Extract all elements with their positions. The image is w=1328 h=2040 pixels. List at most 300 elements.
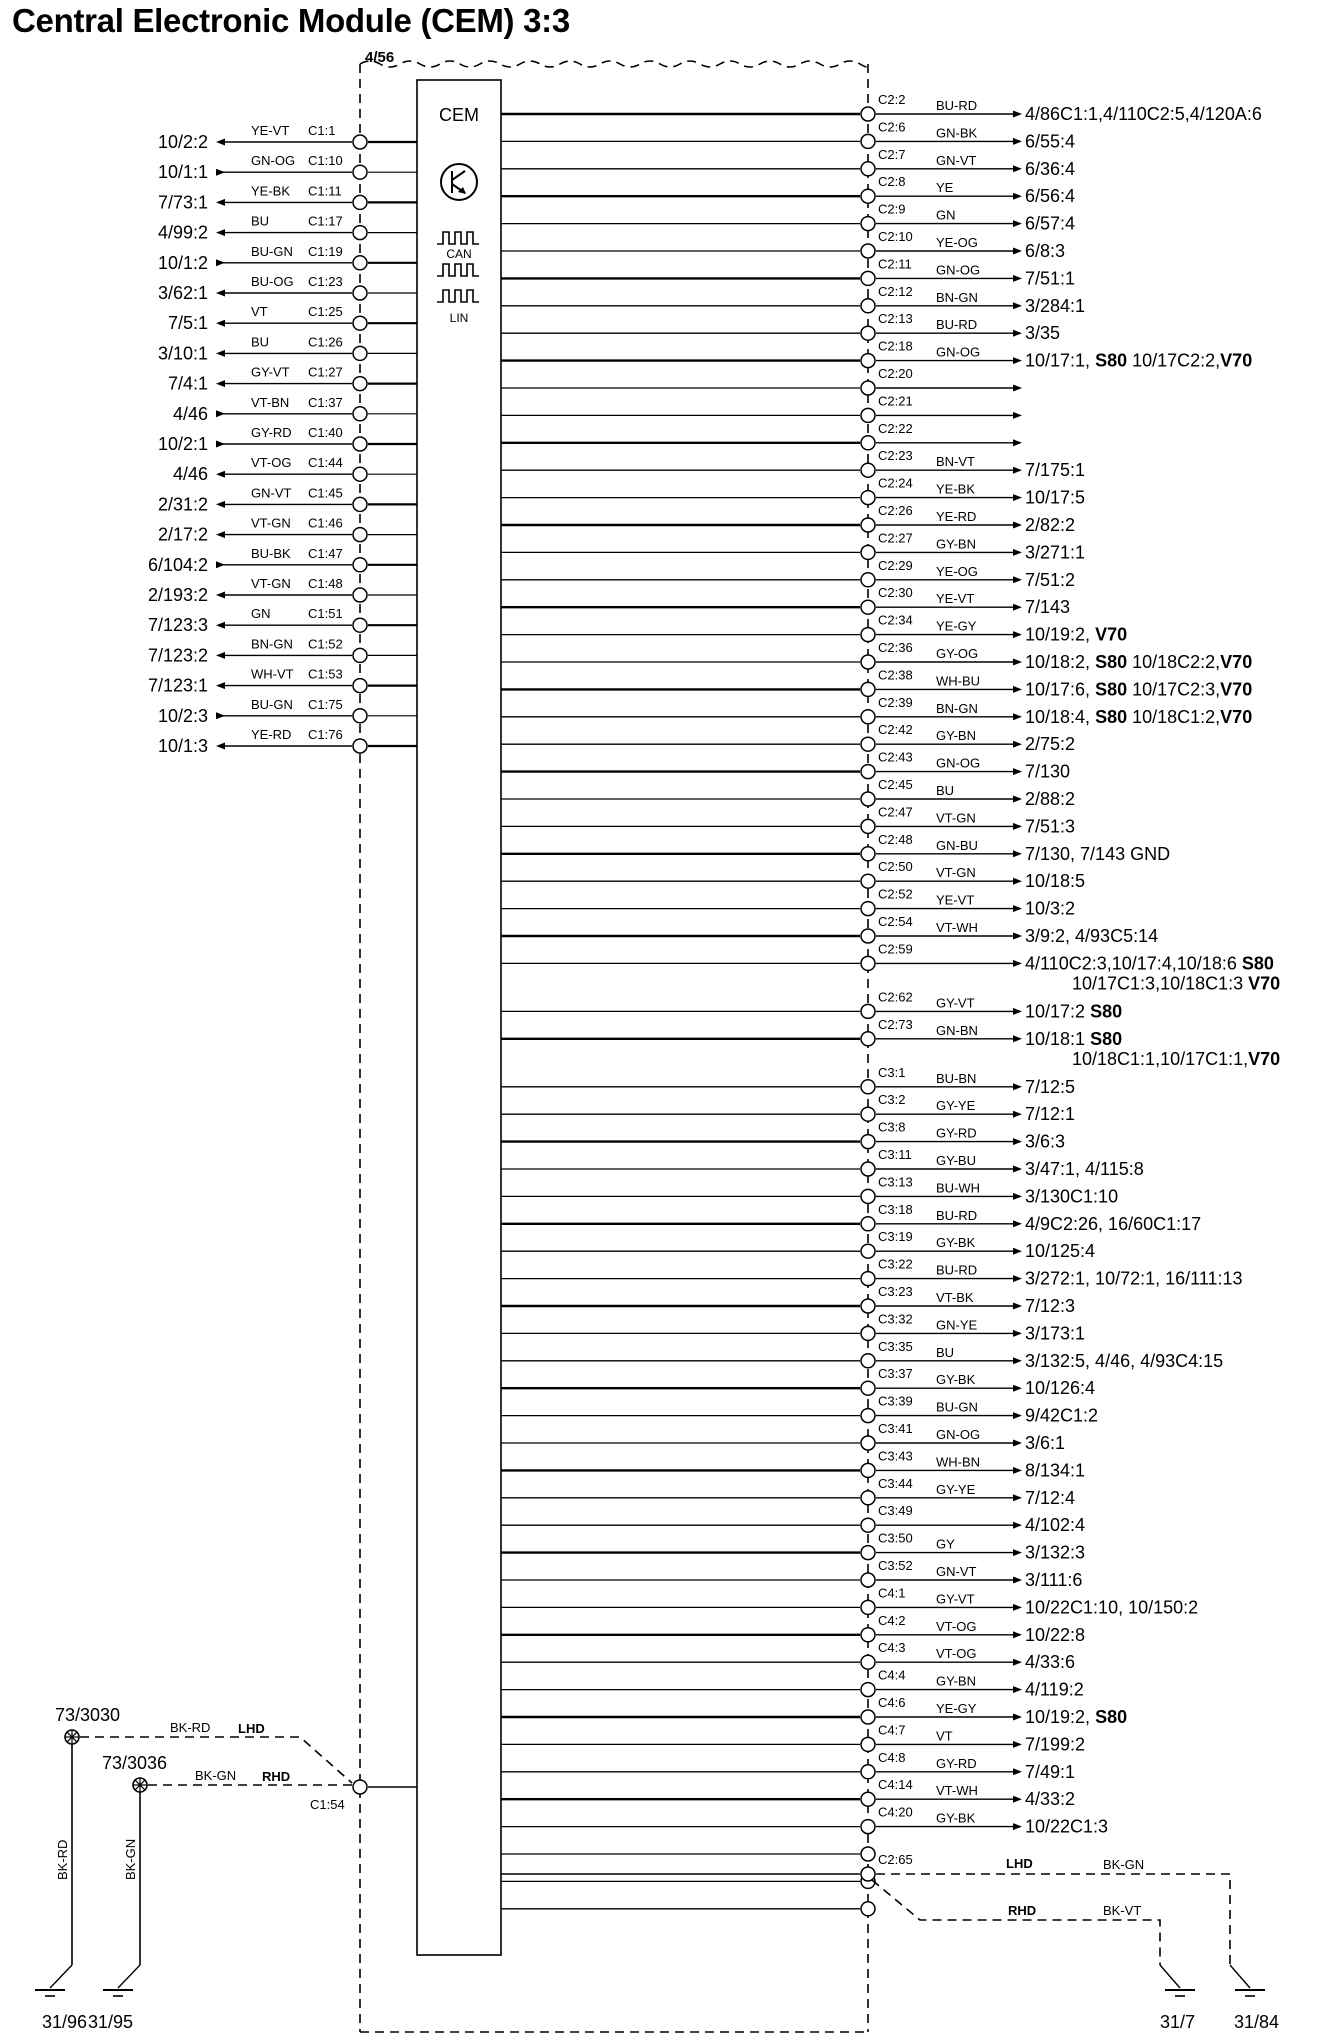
right-connector-row bbox=[501, 1503, 1085, 1535]
pin-connector bbox=[861, 1217, 875, 1231]
pin-connector bbox=[861, 244, 875, 258]
pin-connector bbox=[861, 600, 875, 614]
pin-label: C2:39 bbox=[878, 694, 913, 710]
destination: 10/1:3 bbox=[157, 736, 208, 756]
arrow-right-icon bbox=[1013, 1248, 1022, 1255]
wire-color: GN-BN bbox=[936, 1022, 978, 1038]
arrow-right-icon bbox=[1013, 1577, 1022, 1584]
wire-color: GY-BK bbox=[936, 1235, 976, 1251]
destination: 2/88:2 bbox=[1025, 789, 1076, 809]
pin-connector bbox=[353, 195, 367, 209]
wire-color: VT-WH bbox=[936, 1783, 978, 1799]
destination: 10/1:1 bbox=[157, 162, 208, 183]
wire-color: VT-BN bbox=[251, 394, 290, 410]
pin-label: C1:19 bbox=[308, 243, 343, 259]
right-connector-row bbox=[501, 1174, 1118, 1206]
splice-label: 73/3030 bbox=[55, 1705, 121, 1725]
pin-connector bbox=[861, 1600, 875, 1614]
pin-connector bbox=[861, 354, 875, 368]
left-connector-row bbox=[148, 576, 417, 605]
wire-color: YE-BK bbox=[936, 481, 976, 497]
pin-label: C4:20 bbox=[878, 1804, 913, 1820]
pin-connector bbox=[861, 710, 875, 724]
wire-color: WH-VT bbox=[251, 666, 294, 682]
destination: 6/8:3 bbox=[1025, 241, 1066, 261]
arrow-right-icon bbox=[1013, 302, 1022, 309]
pin-connector bbox=[353, 739, 367, 753]
pin-connector bbox=[861, 1683, 875, 1697]
arrow-right-icon bbox=[1013, 1357, 1022, 1364]
left-connector-row bbox=[148, 546, 417, 575]
arrow-right-icon bbox=[1013, 796, 1022, 803]
destination: 7/51:1 bbox=[1025, 268, 1076, 289]
pin-connector bbox=[861, 1135, 875, 1149]
pin-connector bbox=[861, 1032, 875, 1046]
pin-label: C1:44 bbox=[308, 455, 343, 471]
pin-connector bbox=[353, 588, 367, 602]
arrow-right-icon bbox=[1013, 1303, 1022, 1310]
pin-label: C2:30 bbox=[878, 585, 913, 601]
pin-connector bbox=[861, 1867, 875, 1881]
wire-color: GN-OG bbox=[936, 755, 981, 771]
pin-connector bbox=[861, 1655, 875, 1669]
pin-label: C2:59 bbox=[878, 941, 913, 957]
arrow-right-icon bbox=[1013, 1467, 1022, 1474]
wire-color: BK-GN bbox=[123, 1838, 138, 1880]
destination: 4/46 bbox=[172, 464, 208, 485]
arrow-right-icon bbox=[1013, 1138, 1022, 1145]
pin-connector bbox=[861, 655, 875, 669]
arrow-right-icon bbox=[1013, 960, 1022, 967]
right-connector-row bbox=[501, 1147, 1144, 1179]
right-connector-row bbox=[501, 1120, 1065, 1152]
wire-color: VT-OG bbox=[936, 1618, 977, 1634]
destination: 7/123:3 bbox=[147, 615, 208, 636]
pin-connector bbox=[861, 217, 875, 231]
right-connector-row bbox=[501, 393, 1022, 422]
right-connector-row bbox=[501, 1902, 875, 1916]
pin-label: C2:2 bbox=[878, 92, 906, 107]
destination: 3/62:1 bbox=[157, 283, 208, 303]
right-connector-row bbox=[501, 147, 1075, 179]
destination: 10/17:6, S80 10/17C2:3,V70 bbox=[1025, 679, 1253, 700]
pin-connector bbox=[861, 436, 875, 450]
left-connector-row bbox=[158, 153, 417, 182]
arrow-right-icon bbox=[216, 169, 225, 176]
destination: 9/42C1:2 bbox=[1025, 1405, 1099, 1426]
wire-color: BU-RD bbox=[936, 317, 978, 333]
wire-color: GY-BN bbox=[936, 536, 976, 552]
right-connector-row bbox=[501, 1257, 1243, 1289]
arrow-right-icon bbox=[1013, 1823, 1022, 1830]
arrow-right-icon bbox=[1013, 1440, 1022, 1447]
cem-box bbox=[417, 80, 501, 1955]
destination: 10/17:1, S80 10/17C2:2,V70 bbox=[1025, 350, 1253, 371]
pin-label: C3:13 bbox=[878, 1174, 913, 1190]
pin-label: C2:24 bbox=[878, 475, 913, 491]
pin-label: C3:23 bbox=[878, 1284, 913, 1299]
page-title: Central Electronic Module (CEM) 3:3 bbox=[12, 2, 570, 39]
arrow-right-icon bbox=[1013, 1686, 1022, 1693]
arrow-right-icon bbox=[1013, 220, 1022, 227]
arrow-right-icon bbox=[1013, 165, 1022, 172]
pin-label: C3:44 bbox=[878, 1475, 913, 1491]
destination: 7/49:1 bbox=[1025, 1761, 1076, 1782]
pin-connector bbox=[861, 1628, 875, 1642]
wire-color: BU-RD bbox=[936, 98, 978, 113]
pin-label: C1:27 bbox=[308, 364, 343, 380]
wire-color: GY-RD bbox=[936, 1125, 977, 1141]
right-connector-row bbox=[501, 1750, 1075, 1782]
pin-label: C3:35 bbox=[878, 1338, 913, 1354]
pin-label: C2:42 bbox=[878, 722, 913, 738]
right-connector-row bbox=[501, 1640, 1075, 1672]
wire-color: BU-BK bbox=[251, 545, 291, 561]
wire-color: GY bbox=[936, 1536, 955, 1552]
wire-color: YE-OG bbox=[936, 235, 978, 250]
pin-connector bbox=[861, 1381, 875, 1395]
splice-label: 73/3036 bbox=[102, 1753, 168, 1773]
pin-connector bbox=[861, 545, 875, 559]
pin-connector bbox=[353, 558, 367, 572]
destination: 3/35 bbox=[1025, 323, 1061, 344]
destination: 3/272:1, 10/72:1, 16/111:13 bbox=[1025, 1268, 1243, 1289]
wire-color: BU-WH bbox=[936, 1180, 981, 1196]
arrow-right-icon bbox=[1013, 713, 1022, 720]
pin-label: C3:41 bbox=[878, 1421, 913, 1436]
arrow-right-icon bbox=[1013, 850, 1022, 857]
wire-color: VT-GN bbox=[251, 515, 291, 531]
pin-connector bbox=[861, 874, 875, 888]
pin-connector bbox=[861, 1491, 875, 1505]
arrow-right-icon bbox=[1013, 1385, 1022, 1392]
destination: 3/132:5, 4/46, 4/93C4:15 bbox=[1025, 1350, 1224, 1371]
left-connector-row bbox=[148, 636, 417, 665]
left-connector-row bbox=[158, 516, 417, 545]
wire-color: GN-OG bbox=[936, 344, 981, 360]
pin-label: C4:1 bbox=[878, 1585, 906, 1601]
arrow-right-icon bbox=[1013, 439, 1022, 446]
right-connector-row bbox=[501, 941, 1280, 993]
pin-connector bbox=[861, 1409, 875, 1423]
pin-label: C1:11 bbox=[308, 183, 342, 199]
right-connector-row bbox=[501, 1585, 1198, 1617]
arrow-right-icon bbox=[1013, 768, 1022, 775]
pin-label: C1:1 bbox=[308, 123, 336, 138]
arrow-right-icon bbox=[1013, 138, 1022, 145]
pin-label: C2:13 bbox=[878, 311, 913, 327]
destination: 10/2:3 bbox=[157, 705, 208, 726]
arrow-right-icon bbox=[1013, 385, 1022, 392]
wire-color: BN-VT bbox=[936, 454, 975, 470]
arrow-right-icon bbox=[1013, 357, 1022, 364]
wire-color: VT-GN bbox=[936, 865, 976, 881]
right-connector-row bbox=[501, 421, 1022, 450]
pin-label: C2:6 bbox=[878, 119, 906, 135]
arrow-right-icon bbox=[1013, 1412, 1022, 1419]
ground-wire bbox=[1160, 1965, 1180, 1988]
right-connector-row bbox=[501, 750, 1070, 782]
right-connector-row bbox=[501, 339, 1252, 371]
pin-label: C2:73 bbox=[878, 1016, 913, 1032]
pin-connector bbox=[861, 1436, 875, 1450]
pin-connector bbox=[353, 286, 367, 300]
arrow-right-icon bbox=[1013, 1768, 1022, 1775]
arrow-left-icon bbox=[216, 139, 225, 146]
pin-connector bbox=[861, 408, 875, 422]
arrow-right-icon bbox=[1013, 1659, 1022, 1666]
arrow-right-icon bbox=[1013, 1522, 1022, 1529]
arrow-left-icon bbox=[216, 290, 225, 297]
pin-label: C2:48 bbox=[878, 831, 913, 847]
arrow-right-icon bbox=[1013, 412, 1022, 419]
destination: 10/18:5 bbox=[1025, 871, 1086, 892]
destination: 7/51:3 bbox=[1025, 816, 1076, 837]
destination: 6/104:2 bbox=[147, 554, 208, 575]
destination: 10/22:8 bbox=[1025, 1624, 1086, 1645]
pin-label: C1:46 bbox=[308, 515, 343, 531]
right-connector-row bbox=[501, 1065, 1075, 1097]
wire-color: GY-YE bbox=[936, 1098, 976, 1114]
destination: 4/110C2:3,10/17:4,10/18:6 S80 bbox=[1025, 953, 1274, 974]
lhd-label: LHD bbox=[1006, 1856, 1033, 1871]
pin-label: C1:51 bbox=[308, 606, 343, 622]
destination: 7/143 bbox=[1025, 597, 1071, 618]
destination: 10/2:1 bbox=[157, 434, 208, 454]
wire-color: GN-BK bbox=[936, 125, 978, 141]
wire-color: YE-GY bbox=[936, 1701, 977, 1716]
wire-color: GY-RD bbox=[936, 1755, 977, 1771]
pin-label: C1:45 bbox=[308, 485, 343, 501]
arrow-right-icon bbox=[1013, 522, 1022, 529]
right-connector-row bbox=[501, 1421, 1065, 1453]
right-connector-row bbox=[501, 1284, 1075, 1316]
pin-label: C2:43 bbox=[878, 749, 913, 765]
destination: 4/46 bbox=[172, 403, 208, 424]
arrow-left-icon bbox=[216, 320, 225, 327]
pin-connector bbox=[353, 226, 367, 240]
wire-color: YE-VT bbox=[936, 892, 975, 908]
wire-color: VT-OG bbox=[936, 1646, 977, 1662]
arrow-right-icon bbox=[216, 259, 225, 266]
right-connector-row bbox=[501, 503, 1075, 535]
pin-label: C2:52 bbox=[878, 886, 913, 902]
pin-label: C1:17 bbox=[308, 213, 343, 229]
destination: 2/82:2 bbox=[1025, 515, 1076, 535]
arrow-left-icon bbox=[216, 622, 225, 629]
pin-label: C3:1 bbox=[878, 1064, 906, 1080]
right-connector-row bbox=[501, 311, 1060, 343]
arrow-right-icon bbox=[1013, 1008, 1022, 1015]
pin-connector bbox=[861, 299, 875, 313]
wire-color: GN bbox=[251, 606, 271, 622]
right-connector-row bbox=[501, 1531, 1085, 1563]
pin-connector bbox=[861, 737, 875, 751]
wire-color: YE-GY bbox=[936, 618, 977, 634]
right-connector-row bbox=[501, 558, 1075, 590]
wire-color: VT-WH bbox=[936, 920, 978, 935]
wire-color: GY-BK bbox=[936, 1810, 976, 1826]
pin-connector bbox=[861, 134, 875, 148]
destination: 7/12:1 bbox=[1025, 1104, 1076, 1125]
right-connector-row bbox=[501, 1311, 1085, 1343]
wire-color: GY-BN bbox=[936, 1673, 976, 1689]
right-connector-row bbox=[501, 1695, 1127, 1727]
pin-label: C2:45 bbox=[878, 777, 913, 792]
destination: 4/33:6 bbox=[1025, 1652, 1076, 1673]
arrow-left-icon bbox=[216, 501, 225, 508]
cem-name: CEM bbox=[439, 105, 479, 125]
pin-label: C1:23 bbox=[308, 274, 343, 289]
arrow-right-icon bbox=[1013, 1111, 1022, 1118]
wire-color: BK-RD bbox=[170, 1720, 211, 1735]
pin-connector bbox=[353, 165, 367, 179]
ground-wire bbox=[118, 1965, 140, 1988]
pin-connector bbox=[861, 1847, 875, 1861]
pin-connector bbox=[353, 528, 367, 542]
destination: 3/130C1:10 bbox=[1025, 1186, 1119, 1207]
wire-color: WH-BN bbox=[936, 1454, 981, 1470]
arrow-right-icon bbox=[1013, 1035, 1022, 1042]
destination: 4/99:2 bbox=[157, 222, 208, 243]
diagram-frame bbox=[360, 49, 868, 2032]
pin-label: C3:52 bbox=[878, 1558, 913, 1573]
pin-connector bbox=[861, 573, 875, 587]
pin-label: C3:49 bbox=[878, 1503, 913, 1519]
arrow-right-icon bbox=[1013, 193, 1022, 200]
destination: 2/17:2 bbox=[157, 524, 208, 545]
destination: 7/123:1 bbox=[147, 675, 208, 696]
pin-connector bbox=[861, 1162, 875, 1176]
pin-connector bbox=[861, 1080, 875, 1094]
pin-label: C3:22 bbox=[878, 1256, 913, 1272]
wire-color: BU-GN bbox=[251, 696, 293, 712]
right-connector-row bbox=[501, 1448, 1085, 1480]
pin-label: C2:27 bbox=[878, 530, 913, 546]
destination: 4/86C1:1,4/110C2:5,4/120A:6 bbox=[1025, 104, 1262, 124]
pin-connector bbox=[353, 407, 367, 421]
destination: 7/51:2 bbox=[1025, 569, 1076, 590]
pin-connector bbox=[861, 1820, 875, 1834]
wire-color: YE-RD bbox=[251, 727, 292, 742]
arrow-right-icon bbox=[216, 410, 225, 417]
right-connector-row bbox=[501, 1476, 1075, 1508]
pin-connector bbox=[861, 326, 875, 340]
arrow-right-icon bbox=[1013, 576, 1022, 583]
pin-connector bbox=[861, 1710, 875, 1724]
pin-connector bbox=[861, 1573, 875, 1587]
destination: 6/55:4 bbox=[1025, 131, 1076, 152]
destination: 4/102:4 bbox=[1025, 1515, 1086, 1536]
right-connector-row bbox=[501, 284, 1085, 316]
right-connector-row bbox=[501, 1558, 1082, 1590]
right-connector-row bbox=[501, 667, 1252, 699]
pin-connector bbox=[861, 491, 875, 505]
arrow-right-icon bbox=[1013, 1166, 1022, 1173]
can-label: CAN bbox=[446, 247, 472, 261]
pin-label: C1:25 bbox=[308, 304, 343, 320]
right-connector-row bbox=[501, 476, 1085, 508]
arrow-left-icon bbox=[216, 652, 225, 659]
destination: 7/4:1 bbox=[167, 373, 208, 394]
destination: 10/3:2 bbox=[1025, 898, 1076, 919]
pin-label: C1:26 bbox=[308, 334, 343, 350]
arrow-right-icon bbox=[1013, 1083, 1022, 1090]
arrow-left-icon bbox=[216, 199, 225, 206]
pin-connector bbox=[861, 1354, 875, 1368]
destination: 7/12:5 bbox=[1025, 1076, 1076, 1097]
pin-connector bbox=[861, 189, 875, 203]
pin-label: C3:11 bbox=[878, 1147, 912, 1162]
pin-label: C3:32 bbox=[878, 1311, 913, 1327]
pin-label: C2:18 bbox=[878, 338, 913, 354]
right-connector-row bbox=[501, 1229, 1095, 1261]
right-connector-row bbox=[501, 1202, 1201, 1234]
destination: 7/130 bbox=[1025, 761, 1071, 782]
left-connector-row bbox=[158, 274, 417, 303]
destination: 3/6:1 bbox=[1025, 1433, 1066, 1453]
left-connectors bbox=[148, 123, 417, 756]
arrow-right-icon bbox=[1013, 1275, 1022, 1282]
arrow-right-icon bbox=[1013, 111, 1022, 118]
wire-color: BK-GN bbox=[195, 1768, 237, 1783]
right-connector-row bbox=[501, 695, 1252, 727]
pin-label: C2:7 bbox=[878, 146, 906, 162]
left-connector-row bbox=[148, 667, 417, 696]
destination: 7/199:2 bbox=[1025, 1734, 1086, 1755]
wire-color: YE-VT bbox=[251, 123, 290, 138]
left-connector-row bbox=[158, 334, 417, 363]
right-connector-row bbox=[501, 859, 1085, 891]
right-connector-row bbox=[501, 1394, 1098, 1426]
wire-color: GN-OG bbox=[936, 262, 981, 278]
pin-label: C2:38 bbox=[878, 667, 913, 683]
pin-connector bbox=[861, 162, 875, 176]
pin-label: C1:76 bbox=[308, 727, 343, 742]
pin-connector bbox=[861, 1004, 875, 1018]
arrow-right-icon bbox=[1013, 741, 1022, 748]
pin-connector bbox=[861, 1463, 875, 1477]
arrow-right-icon bbox=[1013, 1549, 1022, 1556]
pin-label: C3:8 bbox=[878, 1119, 906, 1135]
pin-connector bbox=[861, 819, 875, 833]
left-connector-row bbox=[158, 697, 417, 726]
destination: 10/22C1:10, 10/150:2 bbox=[1025, 1597, 1199, 1618]
wire-color: BU bbox=[251, 334, 270, 350]
pin-label: C2:34 bbox=[878, 612, 913, 628]
arrow-left-icon bbox=[216, 471, 225, 478]
destination: 3/111:6 bbox=[1025, 1570, 1083, 1590]
pin-label: C1:75 bbox=[308, 696, 343, 712]
wire-color: BK-GN bbox=[1103, 1857, 1145, 1872]
destination: 10/125:4 bbox=[1025, 1241, 1096, 1262]
pin-label: C4:8 bbox=[878, 1749, 906, 1765]
arrow-right-icon bbox=[1013, 631, 1022, 638]
pin-label: C4:2 bbox=[878, 1612, 906, 1628]
wire-color: VT bbox=[936, 1728, 953, 1744]
wire-color: GY-VT bbox=[251, 364, 290, 380]
ground-wire bbox=[50, 1965, 72, 1988]
arrow-right-icon bbox=[1013, 1631, 1022, 1638]
destination: 6/56:4 bbox=[1025, 186, 1076, 207]
pin-connector bbox=[861, 902, 875, 916]
pin-label: C2:12 bbox=[878, 283, 913, 299]
pin-connector bbox=[861, 765, 875, 779]
wire-color: GN bbox=[936, 207, 956, 223]
right-connector-row bbox=[501, 1668, 1084, 1700]
destination: 3/132:3 bbox=[1025, 1542, 1086, 1563]
wire-color: GN-VT bbox=[936, 152, 977, 168]
